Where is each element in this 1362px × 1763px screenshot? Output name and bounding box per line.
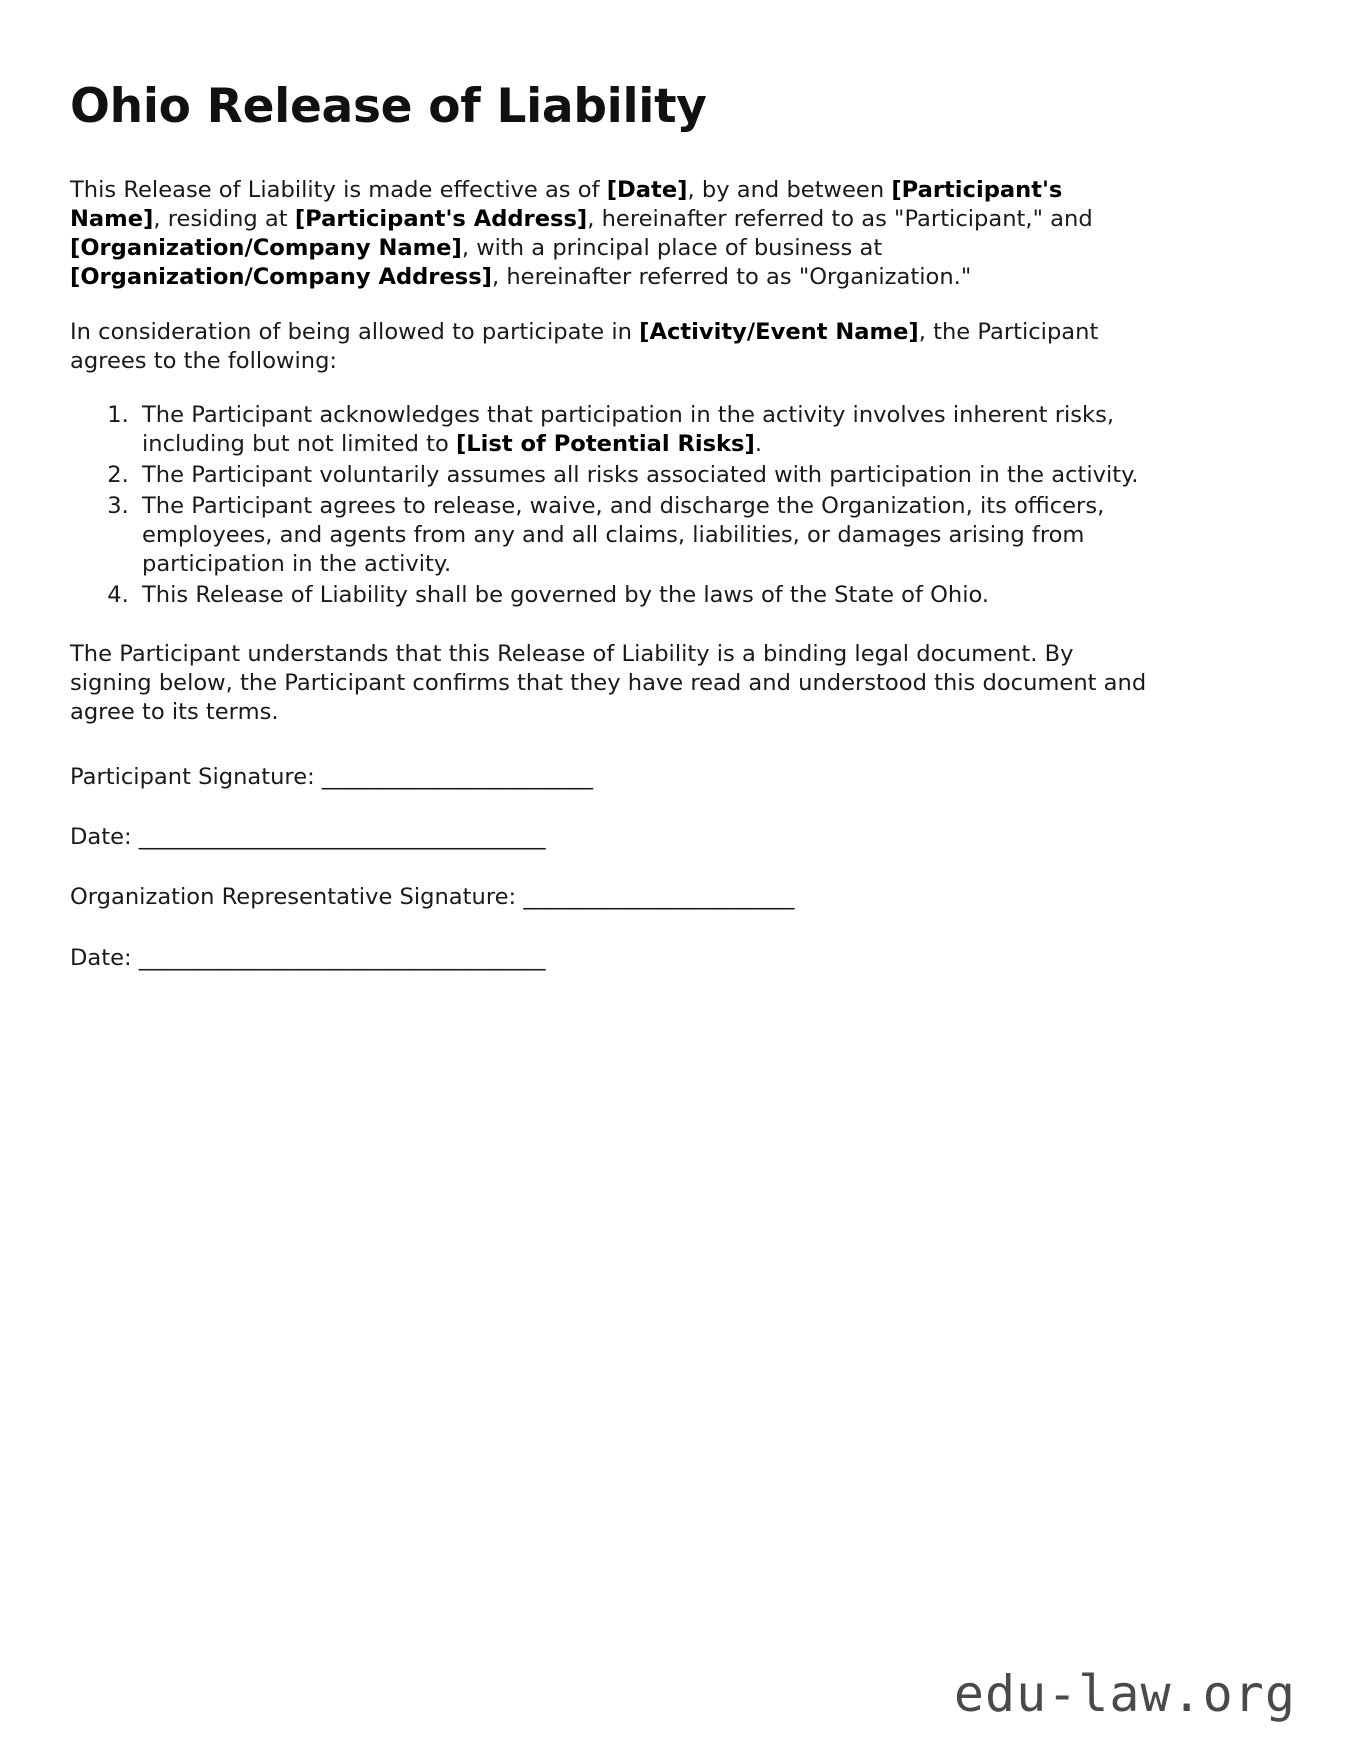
intro-paragraph: This Release of Liability is made effective as of [Date], by and between [Participant's Name], residing at [Participant's Address], hereinafter referred to as "Participant," and [Organization/Company Name], with a principal place of business at [Organization/Company Address], hereinafter referred to as "Organization." — [70, 177, 1093, 290]
acknowledgement-paragraph: The Participant understands that this Release of Liability is a binding legal document. By signing below, the Participant confirms that they have read and understood this document and agree to its terms. — [70, 640, 1147, 725]
signature-line — [70, 823, 1292, 852]
placeholder-token: [Organization/Company Name] — [70, 234, 462, 261]
list-item: 4. This Release of Liability shall be governed by the laws of the State of Ohio. — [136, 581, 1221, 610]
site-watermark: edu-law.org — [953, 1665, 1296, 1723]
signature-line-rule[interactable]: ____________________________________ — [131, 944, 546, 971]
signature-line-label: Participant Signature: — [70, 763, 315, 790]
placeholder-token: [Date] — [606, 177, 688, 204]
placeholder-token: [Activity/Event Name] — [639, 318, 919, 345]
signature-line-rule[interactable]: ____________________________________ — [131, 823, 546, 850]
signature-line-label: Date: — [70, 944, 132, 971]
list-item: 3. The Participant agrees to release, waive, and discharge the Organization, its officers, employees, and agents from any and all claims, liabilities, or damages arising from participation in the activity. — [136, 492, 1221, 579]
placeholder-token: [Participant's Name] — [70, 177, 1063, 232]
list-item: 2. The Participant voluntarily assumes all risks associated with participation in the activity. — [136, 461, 1221, 490]
consideration-paragraph: In consideration of being allowed to participate in [Activity/Event Name], the Participant agrees to the following: — [70, 318, 1099, 374]
signature-line-label: Organization Representative Signature: — [70, 884, 517, 911]
signature-line-label: Date: — [70, 823, 132, 850]
placeholder-token: [List of Potential Risks] — [455, 431, 755, 458]
signature-line — [70, 763, 1292, 792]
signature-line-rule[interactable]: ________________________ — [314, 763, 594, 790]
terms-list — [70, 401, 1221, 609]
signature-line — [70, 944, 1292, 973]
page-title: Ohio Release of Liability — [70, 79, 707, 134]
signature-line — [70, 883, 1292, 912]
signature-line-rule[interactable]: ________________________ — [516, 884, 795, 911]
signature-block — [70, 763, 1292, 973]
placeholder-token: [Participant's Address] — [294, 205, 588, 232]
placeholder-token: [Organization/Company Address] — [70, 263, 492, 290]
list-item: 1. The Participant acknowledges that participation in the activity involves inherent risks, including but not limited to [List of Potential Risks]. — [136, 401, 1221, 459]
